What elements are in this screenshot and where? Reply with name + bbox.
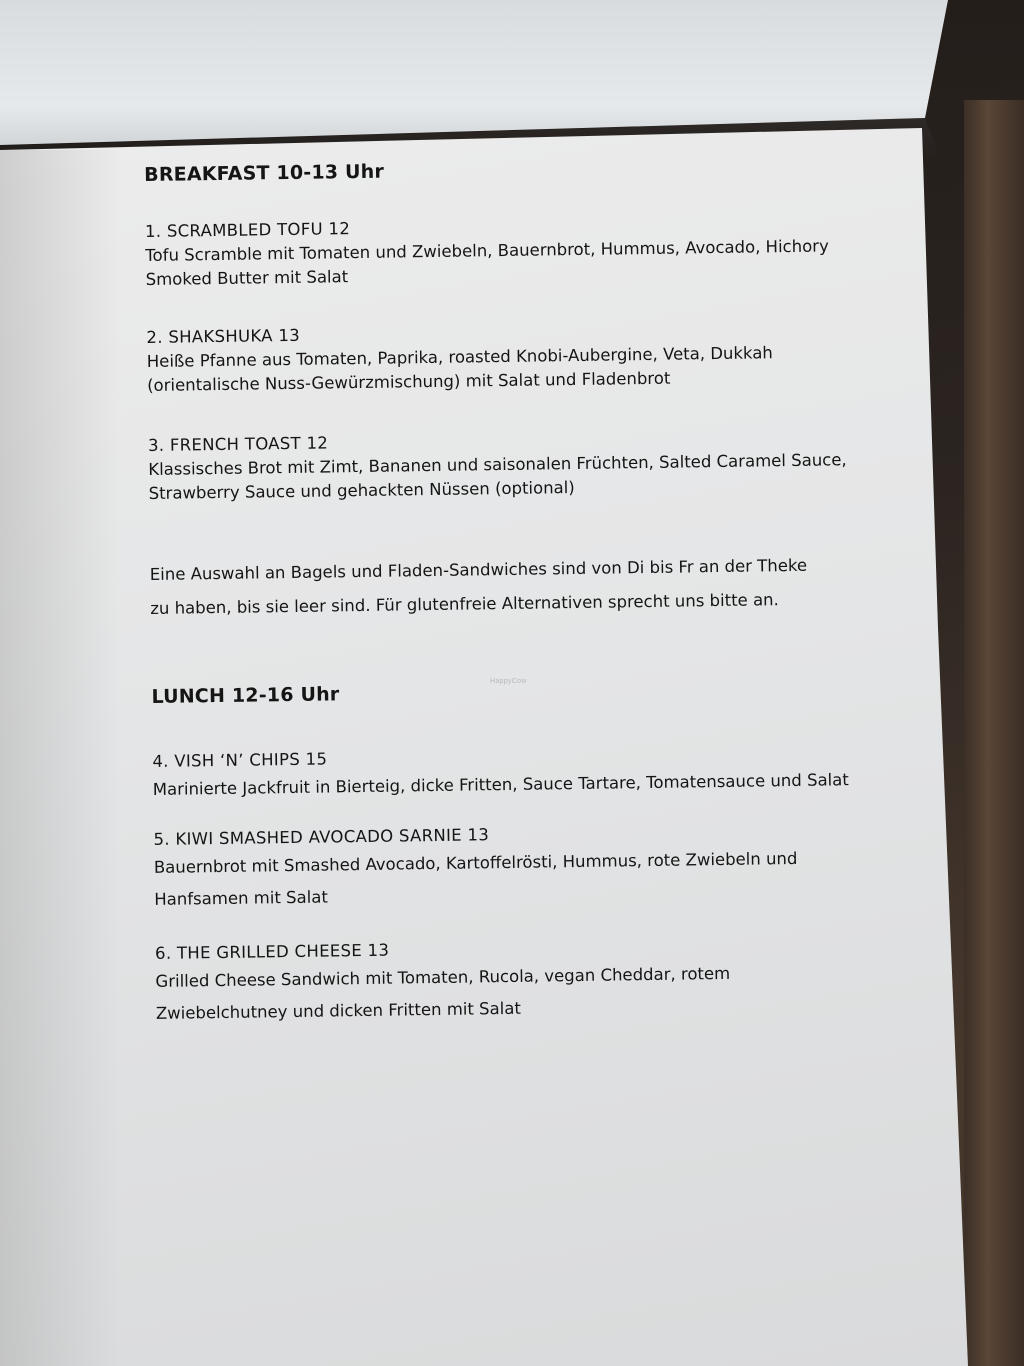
menu-item-description: Marinierte Jackfruit in Bierteig, dicke Fritten, Sauce Tartare, Tomatensauce und Salat [152, 770, 849, 799]
menu-binder-edge [964, 100, 1024, 1366]
menu-item-title: 4. VISH ‘N’ CHIPS 15 [152, 749, 328, 771]
breakfast-heading: BREAKFAST 10-13 Uhr [144, 160, 385, 186]
watermark-logo: HappyCow [490, 678, 527, 685]
menu-item-title: 1. SCRAMBLED TOFU 12 [144, 219, 351, 241]
lunch-heading: LUNCH 12-16 Uhr [151, 683, 340, 708]
menu-item-description: Heiße Pfanne aus Tomaten, Paprika, roasted Knobi-Aubergine, Veta, Dukkah (orientalische Nuss-Gewürzmischung) mit Salat und Fladenbrot [146, 343, 773, 395]
menu-item-shakshuka [146, 316, 867, 398]
menu-item-description: Klassisches Brot mit Zimt, Bananen und saisonalen Früchten, Salted Caramel Sauce, Strawberry Sauce und gehackten Nüssen (optional) [148, 450, 847, 503]
menu-item-description: Grilled Cheese Sandwich mit Tomaten, Rucola, vegan Cheddar, rotem Zwiebelchutney und dicken Fritten mit Salat [155, 963, 731, 1023]
menu-item-description: Tofu Scramble mit Tomaten und Zwiebeln, Bauernbrot, Hummus, Avocado, Hichory Smoked Butter mit Salat [145, 236, 829, 289]
page-shade [0, 150, 120, 1366]
bagels-note: Eine Auswahl an Bagels und Fladen-Sandwiches sind von Di bis Fr an der Theke zu haben, bis sie leer sind. Für glutenfreie Alternativen sprecht uns bitte an. [149, 555, 808, 618]
menu-item-title: 2. SHAKSHUKA 13 [146, 325, 301, 347]
menu-item-scrambled-tofu [145, 210, 866, 292]
menu-content [144, 150, 876, 1030]
menu-item-description: Bauernbrot mit Smashed Avocado, Kartoffelrösti, Hummus, rote Zwiebeln und Hanfsamen mit Salat [153, 848, 798, 909]
menu-item-title: 3. FRENCH TOAST 12 [147, 433, 329, 455]
menu-item-grilled-cheese [155, 932, 876, 1030]
menu-item-title: 6. THE GRILLED CHEESE 13 [154, 940, 390, 963]
menu-item-french-toast [148, 424, 869, 506]
menu-item-kiwi-smashed-avocado [153, 818, 874, 916]
menu-item-vish-n-chips [152, 740, 873, 806]
menu-item-title: 5. KIWI SMASHED AVOCADO SARNIE 13 [153, 825, 490, 849]
